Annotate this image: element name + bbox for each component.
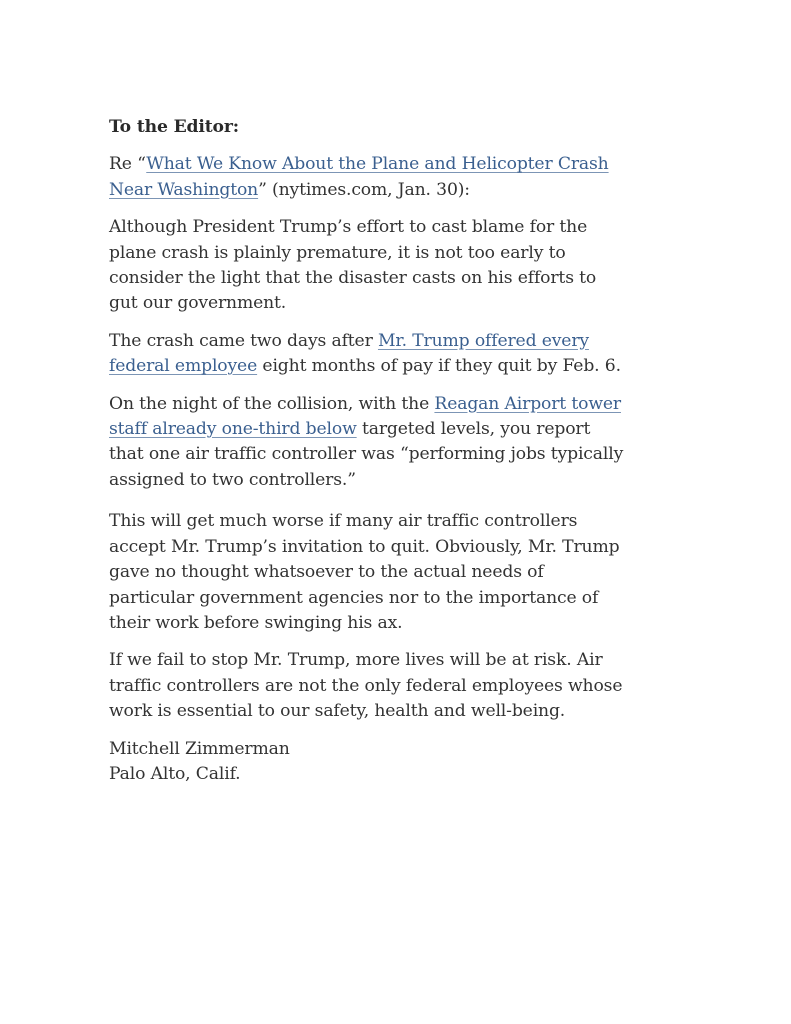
buyout-offer-link[interactable]: Mr. Trump offered every federal employee: [109, 330, 589, 377]
letter-body: [109, 115, 629, 787]
re-line: [109, 152, 629, 203]
article-link[interactable]: What We Know About the Plane and Helicopter Crash Near Washington: [109, 154, 609, 200]
paragraph-2-before: The crash came two days after: [109, 330, 378, 351]
tower-staff-link[interactable]: Reagan Airport tower staff already one-third below: [109, 393, 621, 440]
signature-location: Palo Alto, Calif.: [109, 763, 241, 784]
signature: [109, 737, 629, 788]
paragraph-3-after: targeted levels, you report that one air traffic controller was “performing jobs typically assigned to two controllers.”: [109, 419, 624, 490]
paragraph-1: Although President Trump’s effort to cast blame for the plane crash is plainly premature, it is not too early to consider the light that the disaster casts on his efforts to gut our government.: [109, 217, 597, 314]
paragraph-3: [109, 392, 629, 494]
paragraph-2: [109, 329, 629, 380]
signature-name: Mitchell Zimmerman: [109, 738, 290, 759]
re-suffix: ” (nytimes.com, Jan. 30):: [258, 179, 470, 200]
paragraph-3-before: On the night of the collision, with the: [109, 393, 435, 414]
paragraph-2-after: eight months of pay if they quit by Feb. 6.: [257, 356, 621, 377]
salutation: To the Editor:: [109, 117, 239, 137]
paragraph-4: This will get much worse if many air traffic controllers accept Mr. Trump’s invitation to quit. Obviously, Mr. Trump gave no thought whatsoever to the actual needs of particular government agencies nor to the importance of their work before swinging his ax.: [109, 511, 620, 633]
paragraph-5: If we fail to stop Mr. Trump, more lives will be at risk. Air traffic controllers are not the only federal employees whose work is essential to our safety, health and well-being.: [109, 650, 623, 722]
re-prefix: Re “: [109, 154, 147, 175]
